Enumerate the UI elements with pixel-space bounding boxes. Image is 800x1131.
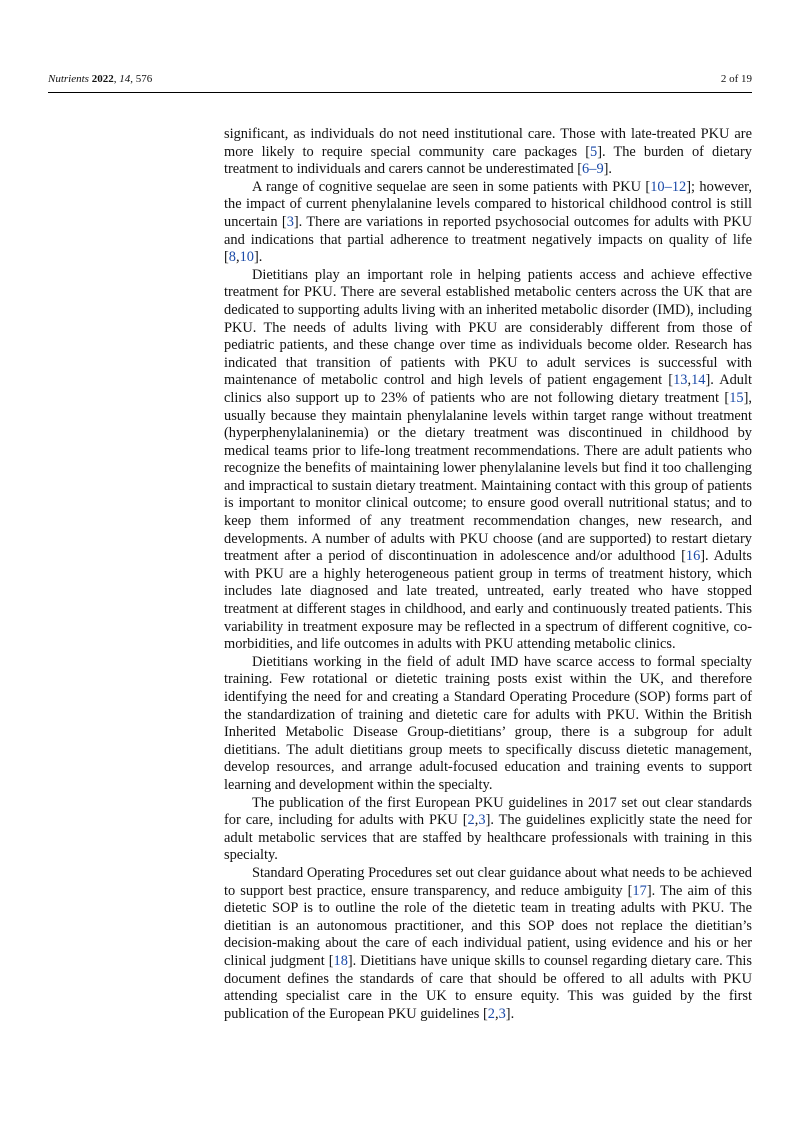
citation-link[interactable]: 18 [333,952,348,969]
paragraph-text: ]. There are variations in reported psychosocial outcomes for adults with PKU and indications that partial adherence to treatment negatively impacts on quality of life [ [224,213,752,266]
citation-link[interactable]: 14 [691,372,706,389]
paragraph-text: ]. Dietitians have unique skills to counsel regarding dietary care. This document defines the standards of care that should be offered to all adults with PKU attending specialist care in the UK to ensure equity. This was guided by the first publication of the European PKU guidelines [ [224,952,752,1022]
citation-link[interactable]: 16 [685,548,701,565]
article-body [224,126,752,1023]
paragraph-text: ]. The burden of dietary treatment to individuals and carers cannot be underestimated [ [224,143,752,178]
page-header [48,72,752,90]
body-paragraph [224,654,752,795]
citation-link[interactable]: 10–12 [650,178,687,195]
journal-year: 2022 [91,73,114,85]
body-paragraph [224,267,752,654]
citation-link[interactable]: 3 [478,812,486,829]
citation-link[interactable]: 15 [729,389,744,406]
paragraph-text: ]. Adults with PKU are a highly heterogeneous patient group in terms of treatment history, which includes late diagnosed and late treated, untreated, early treated who have stopped treatment at different stages in childhood, and early and continuously treated patients. This variability in treatment exposure may be reflected in a spectrum of different cognitive, co-morbidities, and life outcomes in adults with PKU attending metabolic clinics. [224,548,752,653]
citation-link[interactable]: 2 [487,1005,495,1022]
paragraph-text: ], usually because they maintain phenylalanine levels within target range without treatment (hyperphenylalaninemia) or the dietary treatment was discontinued in childhood by medical teams prior to life-long treatment recommendations. There are adult patients who recognize the benefits of maintaining lower phenylalanine levels but find it too challenging and impractical to sustain dietary treatment. Maintaining contact with this group of patients is important to monitor clinical outcome; to ensure good overall nutritional status; and to keep them informed of any treatment recommendation changes, new research, and developments. A number of adults with PKU choose (and are supported) to restart dietary treatment after a period of discontinuation in adolescence and/or adulthood [ [224,389,752,565]
journal-volume: 14 [119,73,131,85]
paragraph-text: ]. Adult clinics also support up to 23% of patients who are not following dietary treatment [ [224,372,752,406]
paragraph-text: ]; however, the impact of current phenylalanine levels compared to historical childhood control is still uncertain [ [224,178,752,230]
article-number: 576 [135,73,153,85]
paragraph-text: ]. The aim of this dietetic SOP is to outline the role of the dietetic team in treating adults with PKU. The dietitian is an autonomous practitioner, and this SOP does not replace the dietitian’s decision-making about the care of each individual patient, using evidence and his or her clinical judgment [ [224,882,752,969]
paragraph-text: , [494,1005,499,1022]
paragraph-text: ]. [505,1005,515,1022]
paragraph-text: ]. [254,249,263,266]
paragraph-text: ]. [603,161,613,178]
paragraph-text: ]. The guidelines explicitly state the need for adult metabolic services that are staffed by healthcare professionals with training in this specialty. [224,812,752,864]
citation-link[interactable]: 6–9 [582,161,604,178]
body-paragraph [224,795,752,865]
journal-citation: Nutrients 2022, 14, 576 [48,73,153,85]
citation-link[interactable]: 17 [632,882,647,899]
body-paragraph [224,126,752,179]
paragraph-text: The publication of the first European PKU guidelines in 2017 set out clear standards for care, including for adults with PKU [ [224,794,752,829]
paragraph-text: , [687,372,692,389]
paragraph-text: Dietitians play an important role in helping patients access and achieve effective treatment for PKU. There are several established metabolic centers across the UK that are dedicated to supporting adults living with an inherited metabolic disorder (IMD), including PKU. The needs of adults living with PKU are considerably different from those of pediatric patients, and these change over time as individuals become older. Research has indicated that transition of patients with PKU to adult services is successful with maintenance of metabolic control and high levels of patient engagement [ [224,266,752,389]
citation-link[interactable]: 3 [498,1005,506,1022]
body-paragraph [224,865,752,1023]
paragraph-text: Standard Operating Procedures set out clear guidance about what needs to be achieved to support best practice, ensure transparency, and reduce ambiguity [ [224,864,752,899]
header-divider [48,92,752,93]
paragraph-text: , [474,812,479,829]
citation-link[interactable]: 8 [228,249,236,266]
paragraph-text: significant, as individuals do not need institutional care. Those with late-treated PKU are more likely to require special community care packages [ [224,126,752,160]
citation-link[interactable]: 10 [239,249,254,266]
journal-name: Nutrients [48,73,89,85]
citation-link[interactable]: 3 [286,213,294,230]
citation-link[interactable]: 2 [467,812,475,829]
paragraph-text: A range of cognitive sequelae are seen in some patients with PKU [ [252,178,651,195]
citation-link[interactable]: 5 [590,143,598,160]
body-paragraph [224,179,752,267]
page-indicator: 2 of 19 [720,73,752,85]
citation-link[interactable]: 13 [673,372,688,389]
paragraph-text: Dietitians working in the field of adult IMD have scarce access to formal specialty training. Few rotational or dietetic training posts exist within the UK, and therefore identifying the need for and creating a Standard Operating Procedure (SOP) forms part of the standardization of training and dietetic care for adults with PKU. Within the British Inherited Metabolic Disease Group-dietitians’ group, there is a subgroup for adult dietitians. The adult dietitians group meets to specifically discuss dietetic management, develop resources, and arrange adult-focused education and training events to support learning and development within the specialty. [224,653,752,793]
paragraph-text: , [236,249,240,266]
